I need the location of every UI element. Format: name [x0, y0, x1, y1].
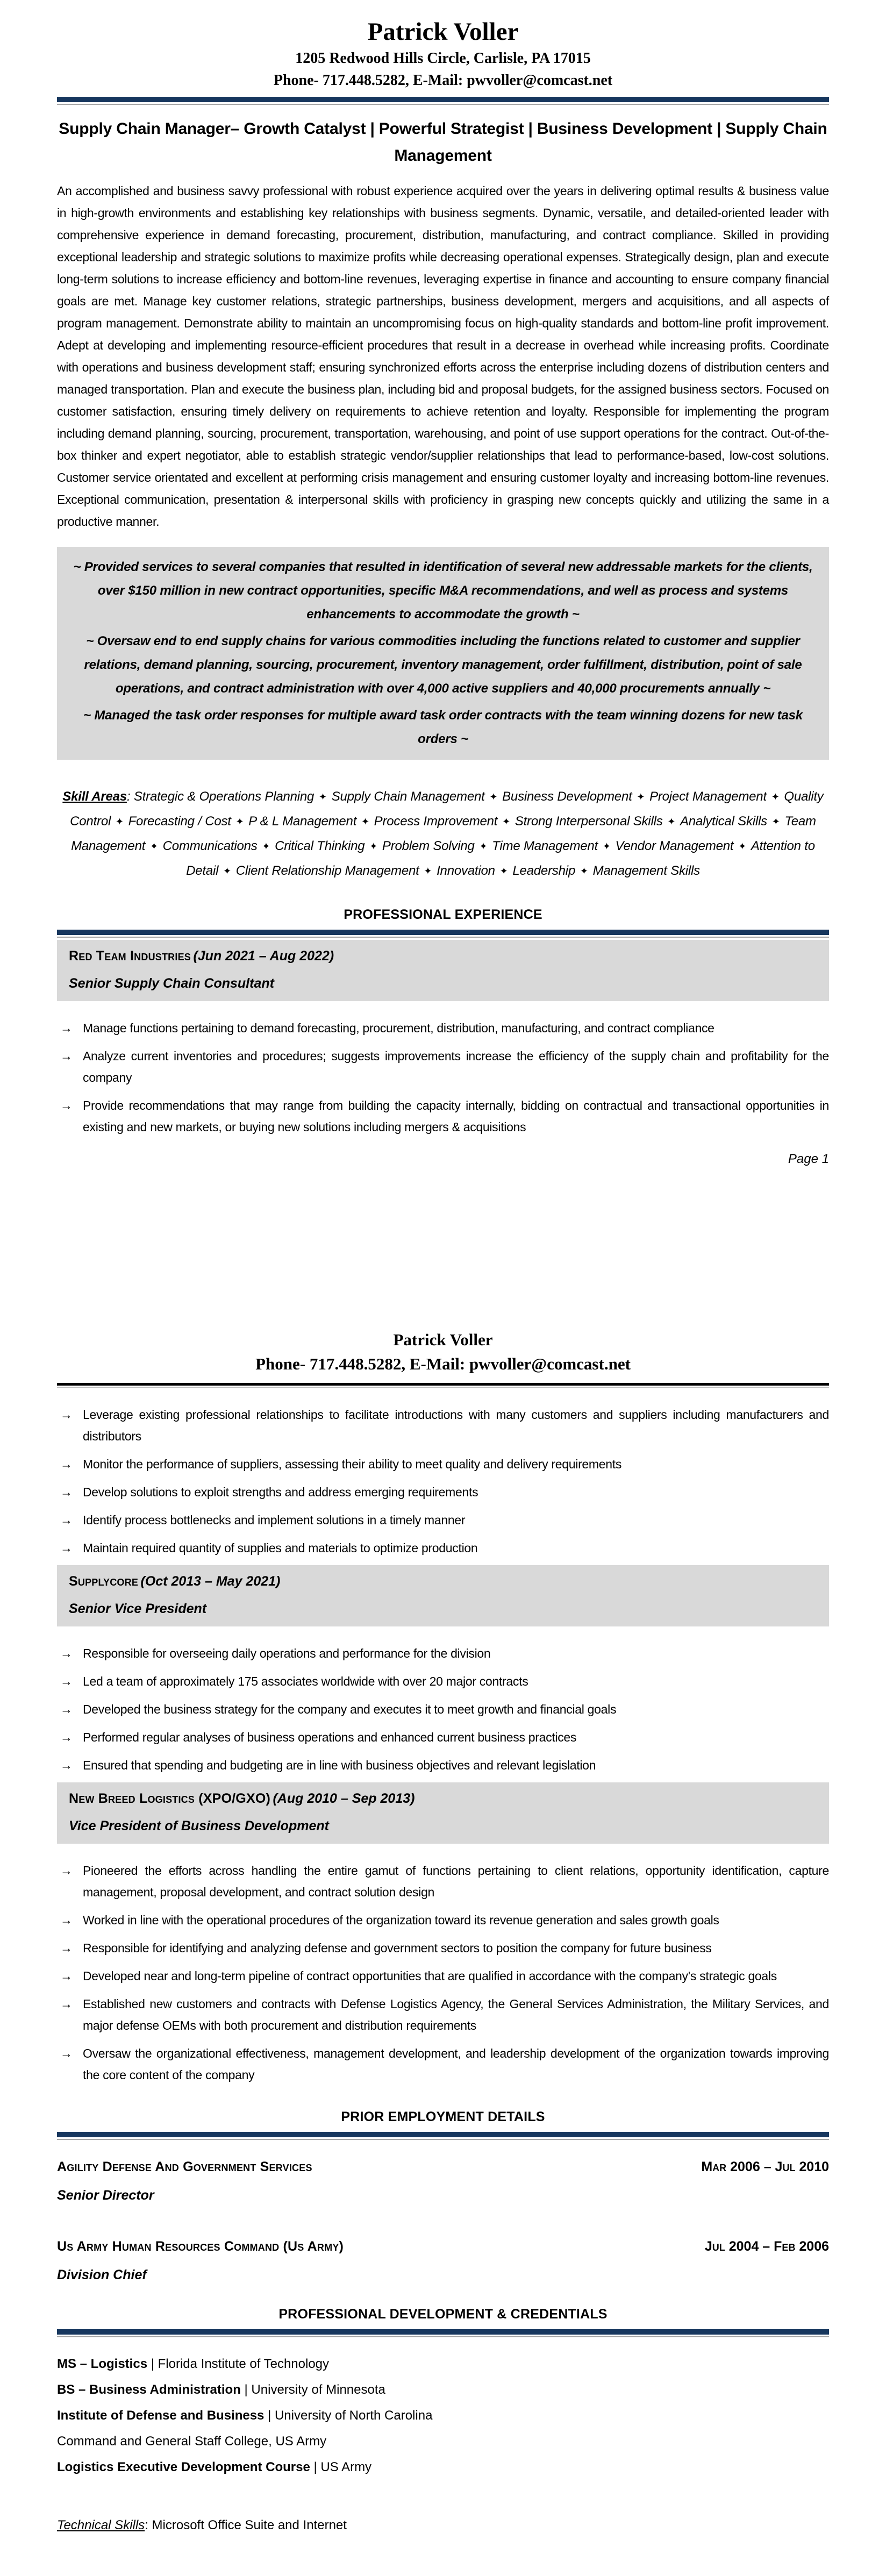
skill-areas: Skill Areas: Strategic & Operations Planning ✦ Supply Chain Management ✦ Business Development ✦ Project Management ✦ Quality Control ✦ Forecasting / Cost ✦ P & L Management ✦ Process Improvement ✦ Strong Interpersonal Skills ✦ Analytical Skills ✦ Team Management ✦ Communications ✦ Critical Thinking ✦ Problem Solving ✦ Time Management ✦ Vendor Management ✦ Attention to Detail ✦ Client Relationship Management ✦ Innovation ✦ Leadership ✦ Management Skills	[62, 789, 824, 878]
diamond-separator: ✦	[768, 791, 782, 802]
bullet-item	[57, 1404, 829, 1447]
bullet-item	[57, 1045, 829, 1088]
diamond-separator: ✦	[259, 841, 273, 852]
bullet-item	[57, 1699, 829, 1720]
section-heading-experience: PROFESSIONAL EXPERIENCE	[344, 907, 542, 922]
diamond-separator: ✦	[769, 816, 783, 827]
arrow-bullet-icon: →	[60, 1646, 73, 1660]
arrow-bullet-icon: →	[60, 1513, 73, 1527]
arrow-bullet-icon: →	[60, 1913, 73, 1927]
job-entry	[57, 1782, 829, 2086]
bullet-text: Responsible for identifying and analyzing defense and government sectors to position the company for future business	[83, 1941, 712, 1955]
job-title: Vice President of Business Development	[69, 1818, 329, 1833]
bullet-item	[57, 1537, 829, 1559]
job-header-line	[69, 1791, 817, 1807]
prior-dates: Mar 2006 – Jul 2010	[701, 2159, 829, 2174]
arrow-bullet-icon: →	[60, 1021, 73, 1035]
arrow-bullet-icon: →	[60, 1457, 73, 1471]
bullet-item	[57, 1909, 829, 1931]
diamond-separator: ✦	[499, 816, 513, 827]
job-header-line	[69, 1574, 817, 1589]
page-1	[57, 16, 829, 1167]
prior-job-entry	[57, 2239, 829, 2283]
bullet-item	[57, 1017, 829, 1039]
job-header-bar	[57, 1565, 829, 1626]
technical-skills-value: : Microsoft Office Suite and Internet	[145, 2518, 347, 2532]
diamond-separator: ✦	[600, 841, 613, 852]
credential-line	[57, 2351, 829, 2377]
credential-institution: | Florida Institute of Technology	[147, 2357, 330, 2371]
headline: Supply Chain Manager– Growth Catalyst | Powerful Strategist | Business Development | Supply Chain Management	[59, 120, 827, 165]
credential-line	[57, 2429, 829, 2454]
highlight-statement: ~ Provided services to several companies that resulted in identification of several new addressable markets for the clients, over $150 million in new contract opportunities, specific M&A recommendations, and well as process and systems enhancements to accommodate the growth ~	[73, 560, 813, 622]
prior-title: Senior Director	[57, 2188, 154, 2203]
bullet-text: Analyze current inventories and procedures; suggests improvements increase the efficiency of the supply chain and profitability for the company	[83, 1049, 829, 1084]
bullet-text: Developed the business strategy for the company and executes it to meet growth and financial goals	[83, 1702, 617, 1716]
prior-job-row	[57, 2159, 829, 2175]
prior-dates: Jul 2004 – Feb 2006	[704, 2239, 829, 2254]
job-company: Supplycore	[69, 1574, 139, 1589]
diamond-separator: ✦	[147, 841, 161, 852]
prior-job-row	[57, 2239, 829, 2254]
bullet-text: Identify process bottlenecks and implement solutions in a timely manner	[83, 1513, 466, 1527]
arrow-bullet-icon: →	[60, 1049, 73, 1063]
page-2	[57, 1328, 829, 2533]
job-entry	[57, 1565, 829, 1776]
arrow-bullet-icon: →	[60, 1969, 73, 1983]
arrow-bullet-icon: →	[60, 1997, 73, 2011]
credentials-list	[57, 2351, 829, 2480]
skill-areas-label: Skill Areas	[62, 789, 127, 804]
prior-company: Agility Defense And Government Services	[57, 2159, 312, 2174]
diamond-separator: ✦	[316, 791, 330, 802]
job-header-bar	[57, 1782, 829, 1844]
credential-title: MS – Logistics	[57, 2357, 148, 2371]
arrow-bullet-icon: →	[60, 1541, 73, 1555]
bullet-text: Pioneered the efforts across handling the entire gamut of functions pertaining to client relations, opportunity identification, capture management, proposal development, and contract solution design	[83, 1864, 829, 1899]
continuation-bullets	[57, 1404, 829, 1559]
highlights-box	[57, 547, 829, 760]
arrow-bullet-icon: →	[60, 1730, 73, 1744]
diamond-separator: ✦	[634, 791, 648, 802]
bullet-item	[57, 1671, 829, 1692]
diamond-separator: ✦	[735, 841, 749, 852]
section-heading-credentials: PROFESSIONAL DEVELOPMENT & CREDENTIALS	[278, 2307, 608, 2322]
credential-title: BS – Business Administration	[57, 2382, 241, 2397]
bullet-text: Manage functions pertaining to demand forecasting, procurement, distribution, manufacturing, and contract compliance	[83, 1021, 714, 1035]
arrow-bullet-icon: →	[60, 1485, 73, 1499]
credential-line	[57, 2403, 829, 2429]
bullet-text: Developed near and long-term pipeline of contract opportunities that are qualified in accordance with the company's strategic goals	[83, 1969, 777, 1983]
diamond-separator: ✦	[367, 841, 380, 852]
job-title: Senior Supply Chain Consultant	[69, 976, 274, 991]
summary-paragraph: An accomplished and business savvy professional with robust experience acquired over the years in delivering optimal results & business value in high-growth environments and establishing key relationships with business segments. Dynamic, versatile, and detailed-oriented leader with comprehensive experience in demand forecasting, procurement, distribution, manufacturing, and contract compliance. Skilled in providing exceptional leadership and strategic solutions to maximize profits while decreasing operational expenses. Strategically design, plan and execute long-term solutions to increase efficiency and bottom-line revenues, leveraging expertise in finance and accounting to ensure company financial goals are met. Manage key customer relations, strategic partnerships, business development, mergers and acquisitions, and all aspects of program management. Demonstrate ability to maintain an uncompromising focus on high-quality standards and bottom-line profit improvement. Adept at developing and implementing resource-efficient procedures that result in a decrease in overhead while increasing profits. Coordinate with operations and business development staff; ensuring synchronized efforts across the enterprise including dozens of distribution centers and managed transportation. Plan and execute the business plan, including bid and proposal budgets, for the assigned business sectors. Focused on customer satisfaction, ensuring timely delivery on requirements to achieve retention and loyalty. Responsible for implementing the program including demand planning, sourcing, procurement, transportation, warehousing, and point of use support operations for the contract. Out-of-the-box thinker and expert negotiator, able to establish strategic vendor/supplier relationships that lead to performance-based, low-cost solutions. Customer service orientated and excellent at performing crisis management and ensuring customer loyalty and increasing bottom-line revenues. Exceptional communication, presentation & interpersonal skills with proficiency in grasping new concepts quickly and utilizing the same in a productive manner.	[57, 184, 829, 529]
bullet-item	[57, 1643, 829, 1664]
bullet-text: Develop solutions to exploit strengths and address emerging requirements	[83, 1485, 478, 1499]
bullet-item	[57, 1754, 829, 1776]
job-dates: (Oct 2013 – May 2021)	[140, 1574, 281, 1589]
job-bullets	[57, 1017, 829, 1138]
credential-title: Logistics Executive Development Course	[57, 2460, 310, 2474]
diamond-separator: ✦	[233, 816, 247, 827]
bullet-text: Responsible for overseeing daily operations and performance for the division	[83, 1646, 491, 1660]
arrow-bullet-icon: →	[60, 1098, 73, 1112]
bullet-text: Ensured that spending and budgeting are in line with business objectives and relevant legislation	[83, 1758, 596, 1772]
address-line: 1205 Redwood Hills Circle, Carlisle, PA 17015	[295, 50, 591, 67]
arrow-bullet-icon: →	[60, 1408, 73, 1422]
technical-skills-label: Technical Skills	[57, 2518, 145, 2532]
bullet-item	[57, 1937, 829, 1959]
job-title: Senior Vice President	[69, 1601, 207, 1616]
prior-title: Division Chief	[57, 2267, 147, 2282]
arrow-bullet-icon: →	[60, 1702, 73, 1716]
diamond-separator: ✦	[664, 816, 678, 827]
arrow-bullet-icon: →	[60, 1864, 73, 1878]
diamond-separator: ✦	[220, 866, 234, 876]
prior-company: Us Army Human Resources Command (Us Army)	[57, 2239, 344, 2254]
bullet-item	[57, 1453, 829, 1475]
diamond-separator: ✦	[359, 816, 372, 827]
job-entry	[57, 940, 829, 1138]
credential-line	[57, 2377, 829, 2403]
experience-jobs-page1	[57, 940, 829, 1138]
credential-institution: Command and General Staff College, US Army	[57, 2434, 327, 2449]
job-bullets	[57, 1643, 829, 1776]
experience-jobs-page2	[57, 1565, 829, 2086]
job-company: Red Team Industries	[69, 948, 191, 964]
bullet-text: Provide recommendations that may range from building the capacity internally, bidding on contractual and transactional opportunities in existing and new markets, or buying new solutions including mergers & acquisitions	[83, 1098, 829, 1134]
highlight-statement: ~ Managed the task order responses for multiple award task order contracts with the team winning dozens for new task orders ~	[83, 708, 803, 746]
bullet-item	[57, 1095, 829, 1138]
page2-header-divider	[57, 1383, 829, 1388]
bullet-text: Monitor the performance of suppliers, assessing their ability to meet quality and delivery requirements	[83, 1457, 622, 1471]
page2-title: Patrick Voller	[393, 1330, 493, 1349]
bullet-item	[57, 1481, 829, 1503]
credential-institution: | University of North Carolina	[264, 2408, 433, 2423]
prior-spacer	[57, 2203, 829, 2220]
section-divider	[57, 930, 829, 938]
bullet-text: Leverage existing professional relationships to facilitate introductions with many customers and suppliers including manufacturers and distributors	[83, 1408, 829, 1443]
job-dates: (Jun 2021 – Aug 2022)	[193, 948, 334, 964]
credential-institution: | University of Minnesota	[240, 2382, 385, 2397]
section-heading-prior-employment: PRIOR EMPLOYMENT DETAILS	[341, 2109, 545, 2124]
diamond-separator: ✦	[577, 866, 591, 876]
diamond-separator: ✦	[476, 841, 490, 852]
bullet-text: Established new customers and contracts with Defense Logistics Agency, the General Services Administration, the Military Services, and major defense OEMs with both procurement and distribution requirements	[83, 1997, 829, 2032]
technical-skills-line	[57, 2518, 829, 2533]
prior-job-entry	[57, 2159, 829, 2203]
job-company: New Breed Logistics (XPO/GXO)	[69, 1791, 270, 1806]
bullet-text: Performed regular analyses of business operations and enhanced current business practices	[83, 1730, 577, 1744]
diamond-separator: ✦	[421, 866, 435, 876]
credential-line	[57, 2454, 829, 2480]
diamond-separator: ✦	[113, 816, 126, 827]
highlight-statement: ~ Oversaw end to end supply chains for various commodities including the functions related to customer and supplier relations, demand planning, sourcing, procurement, inventory management, order fulfillment, distribution, point of sale operations, and contract administration with over 4,000 active suppliers and 40,000 procurements annually ~	[84, 634, 802, 696]
diamond-separator: ✦	[497, 866, 511, 876]
page2-contact-line: Phone- 717.448.5282, E-Mail: pwvoller@comcast.net	[255, 1354, 631, 1373]
job-dates: (Aug 2010 – Sep 2013)	[273, 1791, 415, 1806]
arrow-bullet-icon: →	[60, 1674, 73, 1688]
job-header-bar	[57, 940, 829, 1001]
section-divider	[57, 2329, 829, 2337]
bullet-item	[57, 2043, 829, 2086]
bullet-item	[57, 1993, 829, 2036]
page-title: Patrick Voller	[367, 18, 519, 46]
prior-employment-list	[57, 2159, 829, 2283]
credential-title: Institute of Defense and Business	[57, 2408, 265, 2423]
arrow-bullet-icon: →	[60, 1758, 73, 1772]
bullet-item	[57, 1860, 829, 1903]
job-bullets	[57, 1860, 829, 2086]
bullet-text: Led a team of approximately 175 associates worldwide with over 20 major contracts	[83, 1674, 528, 1688]
page-number: Page 1	[788, 1152, 829, 1166]
page-break	[57, 1167, 829, 1328]
skill-areas-list: Strategic & Operations Planning ✦ Supply Chain Management ✦ Business Development ✦ Project Management ✦ Quality Control ✦ Forecasting / Cost ✦ P & L Management ✦ Process Improvement ✦ Strong Interpersonal Skills ✦ Analytical Skills ✦ Team Management ✦ Communications ✦ Critical Thinking ✦ Problem Solving ✦ Time Management ✦ Vendor Management ✦ Attention to Detail ✦ Client Relationship Management ✦ Innovation ✦ Leadership ✦ Management Skills	[70, 789, 824, 878]
header-divider	[57, 97, 829, 105]
job-header-line	[69, 948, 817, 964]
contact-line: Phone- 717.448.5282, E-Mail: pwvoller@comcast.net	[273, 72, 613, 89]
section-divider	[57, 2132, 829, 2140]
bullet-text: Worked in line with the operational procedures of the organization toward its revenue generation and sales growth goals	[83, 1913, 719, 1927]
diamond-separator: ✦	[487, 791, 501, 802]
arrow-bullet-icon: →	[60, 1941, 73, 1955]
credential-institution: | US Army	[310, 2460, 372, 2474]
bullet-text: Maintain required quantity of supplies and materials to optimize production	[83, 1541, 478, 1555]
bullet-item	[57, 1726, 829, 1748]
arrow-bullet-icon: →	[60, 2046, 73, 2060]
bullet-text: Oversaw the organizational effectiveness, management development, and leadership development of the organization towards improving the core content of the company	[83, 2046, 829, 2082]
bullet-item	[57, 1509, 829, 1531]
bullet-item	[57, 1965, 829, 1987]
